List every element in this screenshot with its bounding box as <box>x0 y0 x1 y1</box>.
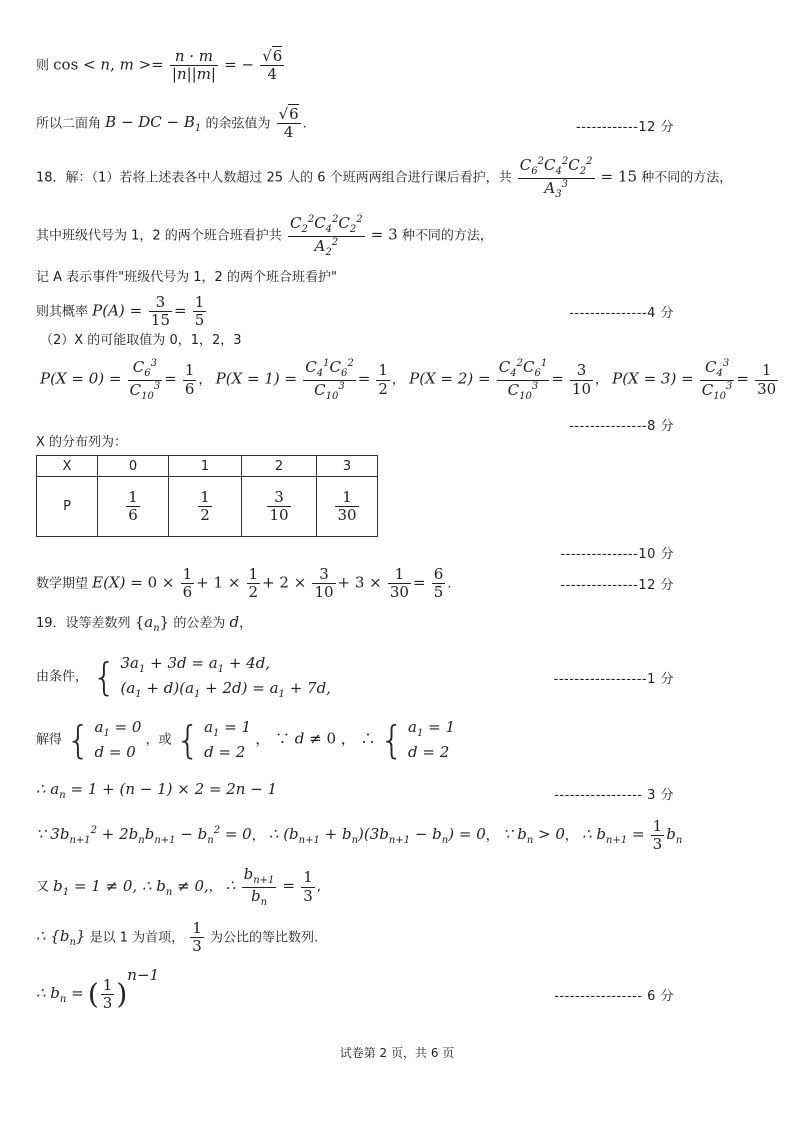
score-3: ----------------- 3 分 <box>554 788 674 803</box>
table-header: 3 <box>317 456 378 477</box>
score-4: ---------------4 分 <box>569 306 674 321</box>
page-footer: 试卷第 2 页，共 6 页 <box>339 1046 455 1060</box>
table-row <box>37 477 378 537</box>
q18-part2: （2）X 的可能取值为 0，1，2，3 <box>40 333 242 348</box>
table-cell: $\frac{1}{30}$ <box>317 477 378 537</box>
q19-geometric: ∴ $\{b_n\}$ 是以 1 为首项， $\frac{1}{3}$ 为公比的等比数列. <box>36 919 319 956</box>
q18-expectation: 数学期望 E(X) = 0 × $\frac{1}{6}$ + 1 × $\frac{1}{2}$ + 2 × $\frac{3}{10}$ + 3 × $\frac{1}{30}$ = $\frac{6}{5}$ . <box>36 565 452 602</box>
score-1: ------------------1 分 <box>553 672 674 687</box>
table-cell: $\frac{1}{2}$ <box>169 477 242 537</box>
table-header: 1 <box>169 456 242 477</box>
cos-line: 则 cos < n, m >= $\frac{n \cdot m}{|n||m|}$ = − $\frac{√6}{4}$ <box>36 47 283 84</box>
table-row-label: P <box>37 477 98 537</box>
score-12a: ------------12 分 <box>576 120 674 135</box>
q18-prob: 则其概率 P(A) = $\frac{3}{15}$ = $\frac{1}{5}$ <box>36 293 205 330</box>
q19-intro: 19．设等差数列 $\{a_n\}$ 的公差为 d， <box>36 613 253 634</box>
distribution-table <box>36 455 378 537</box>
q18-dist-title: X 的分布列为： <box>36 435 128 450</box>
table-header-row <box>37 456 378 477</box>
q19-bn-relation: ∵ $3b_{n+1}^2 + 2b_nb_{n+1} - b_n^2 = 0$， ∴ $(b_{n+1} + b_n)(3b_{n+1} - b_n) = 0$， ∵ $b_n > 0$， ∴ $b_{n+1}$ = $\frac{1}{3}$ $b_n$ <box>36 817 683 854</box>
score-12b: ---------------12 分 <box>560 578 674 593</box>
table-header: X <box>37 456 98 477</box>
q18-sub: 其中班级代号为 1，2 的两个班合班看护共 $\frac{C_2^2C_4^2C_2^2}{A_2^2}$ = 3 种不同的方法， <box>36 214 493 258</box>
q19-an: ∴ $a_n = 1 + (n - 1) \times 2 = 2n - 1$ <box>36 780 278 801</box>
q19-solve: 解得 { $a_1 = 0$ d = 0 ，或 { $a_1 = 1$ d = 2 ， ∵ d ≠ 0 ， ∴ { $a_1 = 1$ d = 2 <box>36 717 456 762</box>
table-cell: $\frac{1}{6}$ <box>98 477 169 537</box>
q19-ratio: 又 $b_1 = 1 \ne 0$, ∴ $b_n \ne 0$,， ∴ $\frac{b_{n+1}}{b_n}$ = $\frac{1}{3}$ , <box>36 865 321 908</box>
q19-bn-formula: ∴ $b_n$ = ( $\frac{1}{3}$ )$^{n-1}$ <box>36 966 160 1012</box>
score-6: ----------------- 6 分 <box>554 989 674 1004</box>
score-10: ---------------10 分 <box>560 547 674 562</box>
q18-intro: 18．解：（1）若将上述表各中人数超过 25 人的 6 个班两两组合进行课后看护，共 $\frac{C_6^2C_4^2C_2^2}{A_3^3}$ = 15 种不同的方法， <box>36 156 733 200</box>
q18-probabilities: P(X = 0) = $\frac{C_6^3}{C_{10}^3}$ = $\frac{1}{6}$ ， P(X = 1) = $\frac{C_4^1C_6^2}{C_{10}^3}$ = $\frac{1}{2}$ ， P(X = 2) = $\frac{C_4^2C_6^1}{C_{10}^3}$ = $\frac{3}{10}$ ， P(X = 3) = $\frac{C_4^3}{C_{10}^3}$ = $\frac{1}{30}$ <box>40 358 777 402</box>
q19-condition: 由条件， { $3a_1 + 3d = a_1 + 4d$, $(a_1 + d)(a_1 + 2d) = a_1 + 7d$, <box>36 654 331 700</box>
table-cell: $\frac{3}{10}$ <box>242 477 317 537</box>
table-header: 0 <box>98 456 169 477</box>
table-header: 2 <box>242 456 317 477</box>
q18-event: 记 A 表示事件"班级代号为 1，2 的两个班合班看护" <box>36 270 337 285</box>
dihedral-line: 所以二面角 B − DC − $B_1$ 的余弦值为 $\frac{√6}{4}$ . <box>36 105 307 142</box>
score-8: ---------------8 分 <box>569 419 674 434</box>
